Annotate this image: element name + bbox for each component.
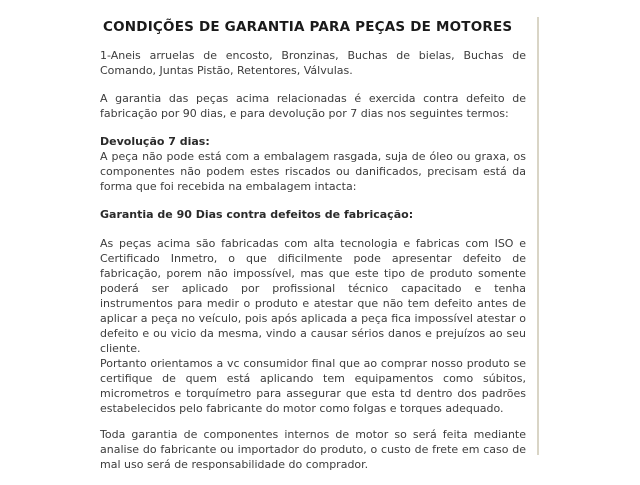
right-page-divider <box>537 17 539 455</box>
warranty-90-days-heading: Garantia de 90 Dias contra defeitos de fabricação: <box>100 208 414 221</box>
warranty-summary-paragraph: A garantia das peças acima relacionadas é exercida contra defeito de fabricação por 90 dias, e para devolução por 7 dias nos seguintes termos: <box>100 92 526 120</box>
return-policy-paragraph: A peça não pode está com a embalagem rasgada, suja de óleo ou graxa, os componentes não podem estes riscados ou danificados, precisam está da forma que foi recebida na embalagem intacta: <box>100 150 526 193</box>
page-title: CONDIÇÕES DE GARANTIA PARA PEÇAS DE MOTORES <box>103 19 513 35</box>
warranty-document <box>100 19 526 485</box>
return-policy-heading: Devolução 7 dias: <box>100 135 210 148</box>
parts-list-paragraph: 1-Aneis arruelas de encosto, Bronzinas, Buchas de bielas, Buchas de Comando, Juntas Pistão, Retentores, Válvulas. <box>100 49 526 77</box>
warranty-body-paragraph-2: Portanto orientamos a vc consumidor final que ao comprar nosso produto se certifique de quem está aplicando tem equipamentos como súbitos, micrometros e torquímetro para assegurar que esta td dentro dos padrões estabelecidos pelo fabricante do motor como folgas e torques adequado. <box>100 357 526 415</box>
warranty-body-paragraph-1: As peças acima são fabricadas com alta tecnologia e fabricas com ISO e Certificado Inmetro, o que dificilmente pode apresentar defeito de fabricação, porem não impossível, mas que este tipo de produto somente poderá ser aplicado por profissional técnico capacitado e tenha instrumentos para medir o produto e atestar que não tem defeito antes de aplicar a peça no veículo, pois após aplicada a peça fica impossível atestar o defeito e ou vicio da mesma, vindo a causar sérios danos e prejuízos ao seu cliente. <box>100 237 526 355</box>
closing-note-paragraph: Toda garantia de componentes internos de motor so será feita mediante analise do fabricante ou importador do produto, o custo de frete em caso de mal uso será de responsabilidade do comprador. <box>100 428 526 471</box>
